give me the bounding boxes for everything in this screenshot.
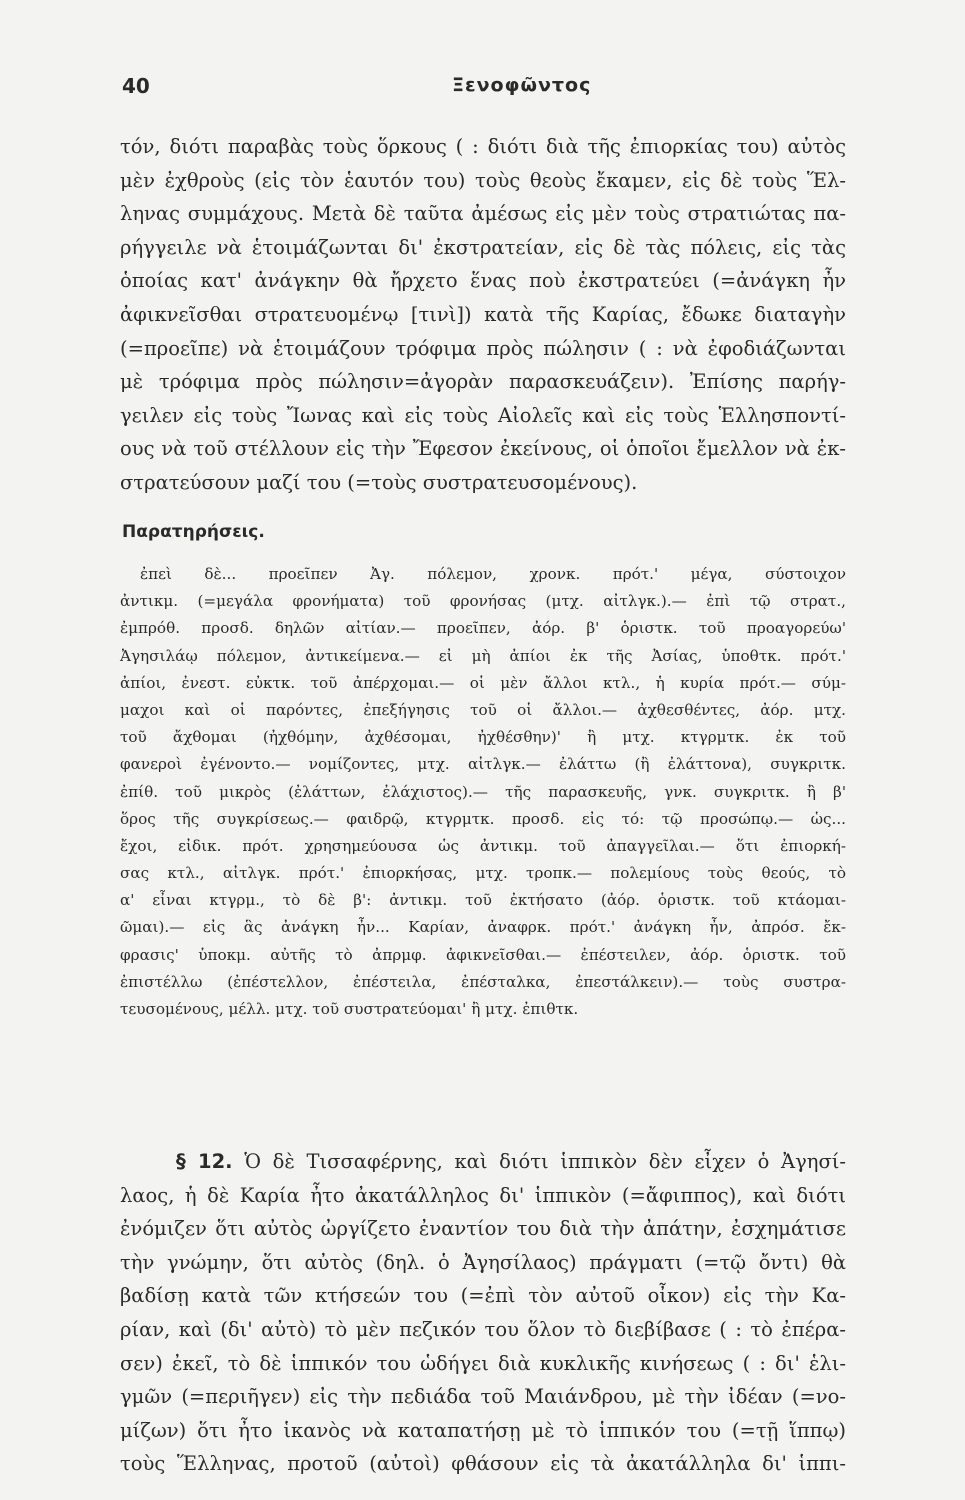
note-line: τοῦ ἄχθομαι (ἠχθόμην, ἀχθέσομαι, ἠχθέσθην)' ἢ μτχ. κτγρμτκ. ἐκ τοῦ xyxy=(120,728,846,747)
text-line: σεν) ἐκεῖ, τὸ δὲ ἱππικόν του ὡδήγει διὰ κυκλικῆς κινήσεως ( : δι' ἑλι- xyxy=(120,1351,846,1375)
notes-heading: Παρατηρήσεις. xyxy=(122,522,265,542)
note-line: φανεροὶ ἐγένοντο.— νομίζοντες, μτχ. αἰτλγκ.— ἐλάττω (ἢ ἐλάττονα), συγκριτκ. xyxy=(120,755,846,774)
text-line: ληνας συμμάχους. Μετὰ δὲ ταῦτα ἀμέσως εἰς μὲν τοὺς στρατιώτας πα- xyxy=(120,202,846,226)
note-line: Ἀγησιλάῳ πόλεμον, ἀντικείμενα.— εἰ μὴ ἀπίοι ἐκ τῆς Ἀσίας, ὑποθτκ. πρότ.' xyxy=(120,646,846,665)
notes-block xyxy=(120,561,846,1023)
text-line: τοὺς Ἕλληνας, προτοῦ (αὐτοὶ) φθάσουν εἰς τὰ ἀκατάλληλα δι' ἱππι- xyxy=(120,1452,846,1476)
page-number: 40 xyxy=(122,74,150,98)
note-line: ἐπιστέλλω (ἐπέστελλον, ἐπέστειλα, ἐπέσταλκα, ἐπεστάλκειν).— τοὺς συστρα- xyxy=(120,972,846,991)
text-line: μὲν ἐχθροὺς (εἰς τὸν ἑαυτόν του) τοὺς θεοὺς ἔκαμεν, εἰς δὲ τοὺς Ἕλ- xyxy=(120,168,846,192)
note-line: ὅρος τῆς συγκρίσεως.— φαιδρῷ, κτγρμτκ. προσδ. εἰς τό: τῷ προσώπῳ.— ὡς... xyxy=(120,809,846,828)
note-line: ἐπεὶ δὲ... προεῖπεν Ἀγ. πόλεμον, χρονκ. πρότ.' μέγα, σύστοιχον xyxy=(140,565,846,583)
section-first-line xyxy=(120,1145,846,1179)
note-line: ἀντικμ. (=μεγάλα φρονήματα) τοῦ φρονήσας (μτχ. αἰτλγκ.).— ἐπὶ τῷ στρατ., xyxy=(120,592,846,611)
note-line: ἐπίθ. τοῦ μικρὸς (ἐλάττων, ἐλάχιστος).— τῆς παρασκευῆς, γνκ. συγκριτκ. ἢ β' xyxy=(120,782,846,801)
note-line: φρασις' ὑποκμ. αὐτῆς τὸ ἀπρμφ. ἀφικνεῖσθαι.— ἐπέστειλεν, ἀόρ. ὁριστκ. τοῦ xyxy=(120,945,846,964)
running-title: Ξενοφῶντος xyxy=(452,74,592,96)
section-12 xyxy=(120,1145,846,1481)
text-line: ους νὰ τοῦ στέλλουν εἰς τὴν Ἔφεσον ἐκείνους, οἱ ὁποῖοι ἔμελλον νὰ ἐκ- xyxy=(120,437,846,461)
text-line: τόν, διότι παραβὰς τοὺς ὅρκους ( : διότι διὰ τῆς ἐπιορκίας του) αὐτὸς xyxy=(120,135,846,158)
page-header xyxy=(122,74,842,104)
text-line: (=προεῖπε) νὰ ἑτοιμάζουν τρόφιμα πρὸς πώλησιν ( : νὰ ἐφοδιάζωνται xyxy=(120,336,846,360)
text-line: τὴν γνώμην, ὅτι αὐτὸς (δηλ. ὁ Ἀγησίλαος) πράγματι (=τῷ ὄντι) θὰ xyxy=(120,1250,846,1274)
note-line: ἐμπρόθ. προσδ. δηλῶν αἰτίαν.— προεῖπεν, ἀόρ. β' ὁριστκ. τοῦ προαγορεύω' xyxy=(120,619,846,638)
text-line: ρήγγειλε νὰ ἑτοιμάζωνται δι' ἐκστρατείαν, εἰς δὲ τὰς πόλεις, εἰς τὰς xyxy=(120,235,846,259)
text-line: ἀφικνεῖσθαι στρατευομένῳ [τινὶ]) κατὰ τῆς Καρίας, ἔδωκε διαταγὴν xyxy=(120,302,846,326)
note-line: ἀπίοι, ἐνεστ. εὐκτκ. τοῦ ἀπέρχομαι.— οἱ μὲν ἄλλοι κτλ., ἡ κυρία πρότ.— σύμ- xyxy=(120,673,846,692)
note-line: μαχοι καὶ οἱ παρόντες, ἐπεξήγησις τοῦ οἱ ἄλλοι.— ἀχθεσθέντες, ἀόρ. μτχ. xyxy=(120,700,846,719)
text-line: ὁποίας κατ' ἀνάγκην θὰ ἤρχετο ἕνας ποὺ ἐκστρατεύει (=ἀνάγκη ἦν xyxy=(120,269,846,293)
section-marker: § 12. xyxy=(176,1150,233,1173)
text-line: λαος, ἡ δὲ Καρία ἦτο ἀκατάλληλος δι' ἱππικὸν (=ἄφιππος), καὶ διότι xyxy=(120,1183,846,1207)
main-paragraph xyxy=(120,130,846,500)
text-line: στρατεύσουν μαζί του (=τοὺς συστρατευσομένους). xyxy=(120,470,638,494)
text-line: μίζων) ὅτι ἦτο ἱκανὸς νὰ καταπατήσῃ μὲ τὸ ἱππικόν του (=τῇ ἵππῳ) xyxy=(120,1418,846,1442)
note-line: ἔχοι, εἰδικ. πρότ. χρησημεύουσα ὡς ἀντικμ. τοῦ ἀπαγγεῖλαι.— ὅτι ἐπιορκή- xyxy=(120,836,846,855)
note-line: σας κτλ., αἰτλγκ. πρότ.' ἐπιορκήσας, μτχ. τροπκ.— πολεμίους τοὺς θεούς, τὸ xyxy=(120,864,846,883)
text-line: μὲ τρόφιμα πρὸς πώλησιν=ἀγορὰν παρασκευάζειν). Ἐπίσης παρήγ- xyxy=(120,370,846,394)
text-line: ἐνόμιζεν ὅτι αὐτὸς ὠργίζετο ἐναντίον του διὰ τὴν ἀπάτην, ἐσχημάτισε xyxy=(120,1217,846,1241)
text-line: ρίαν, καὶ (δι' αὐτὸ) τὸ μὲν πεζικόν του ὅλον τὸ διεβίβασε ( : τὸ ἐπέρα- xyxy=(120,1317,846,1341)
note-line: α' εἶναι κτγρμ., τὸ δὲ β': ἀντικμ. τοῦ ἐκτήσατο (ἀόρ. ὁριστκ. τοῦ κτάομαι- xyxy=(120,891,846,910)
note-line: ῶμαι).— εἰς ἃς ἀνάγκη ἦν... Καρίαν, ἀναφρκ. πρότ.' ἀνάγκη ἦν, ἀπρόσ. ἔκ- xyxy=(120,918,846,937)
text-line: γμῶν (=περιῆγεν) εἰς τὴν πεδιάδα τοῦ Μαιάνδρου, μὲ τὴν ἰδέαν (=νο- xyxy=(120,1385,846,1409)
note-line: τευσομένους, μέλλ. μτχ. τοῦ συστρατεύομαι' ἢ μτχ. ἐπιθτκ. xyxy=(120,1000,579,1018)
section-first-line-text: Ὁ δὲ Τισσαφέρνης, καὶ διότι ἱππικὸν δὲν εἶχεν ὁ Ἀγησί- xyxy=(244,1150,846,1173)
text-line: βαδίσῃ κατὰ τῶν κτήσεών του (=ἐπὶ τὸν αὐτοῦ οἶκον) εἰς τὴν Κα- xyxy=(120,1284,846,1308)
text-line: γειλεν εἰς τοὺς Ἴωνας καὶ εἰς τοὺς Αἰολεῖς καὶ εἰς τοὺς Ἑλλησποντί- xyxy=(120,403,846,427)
